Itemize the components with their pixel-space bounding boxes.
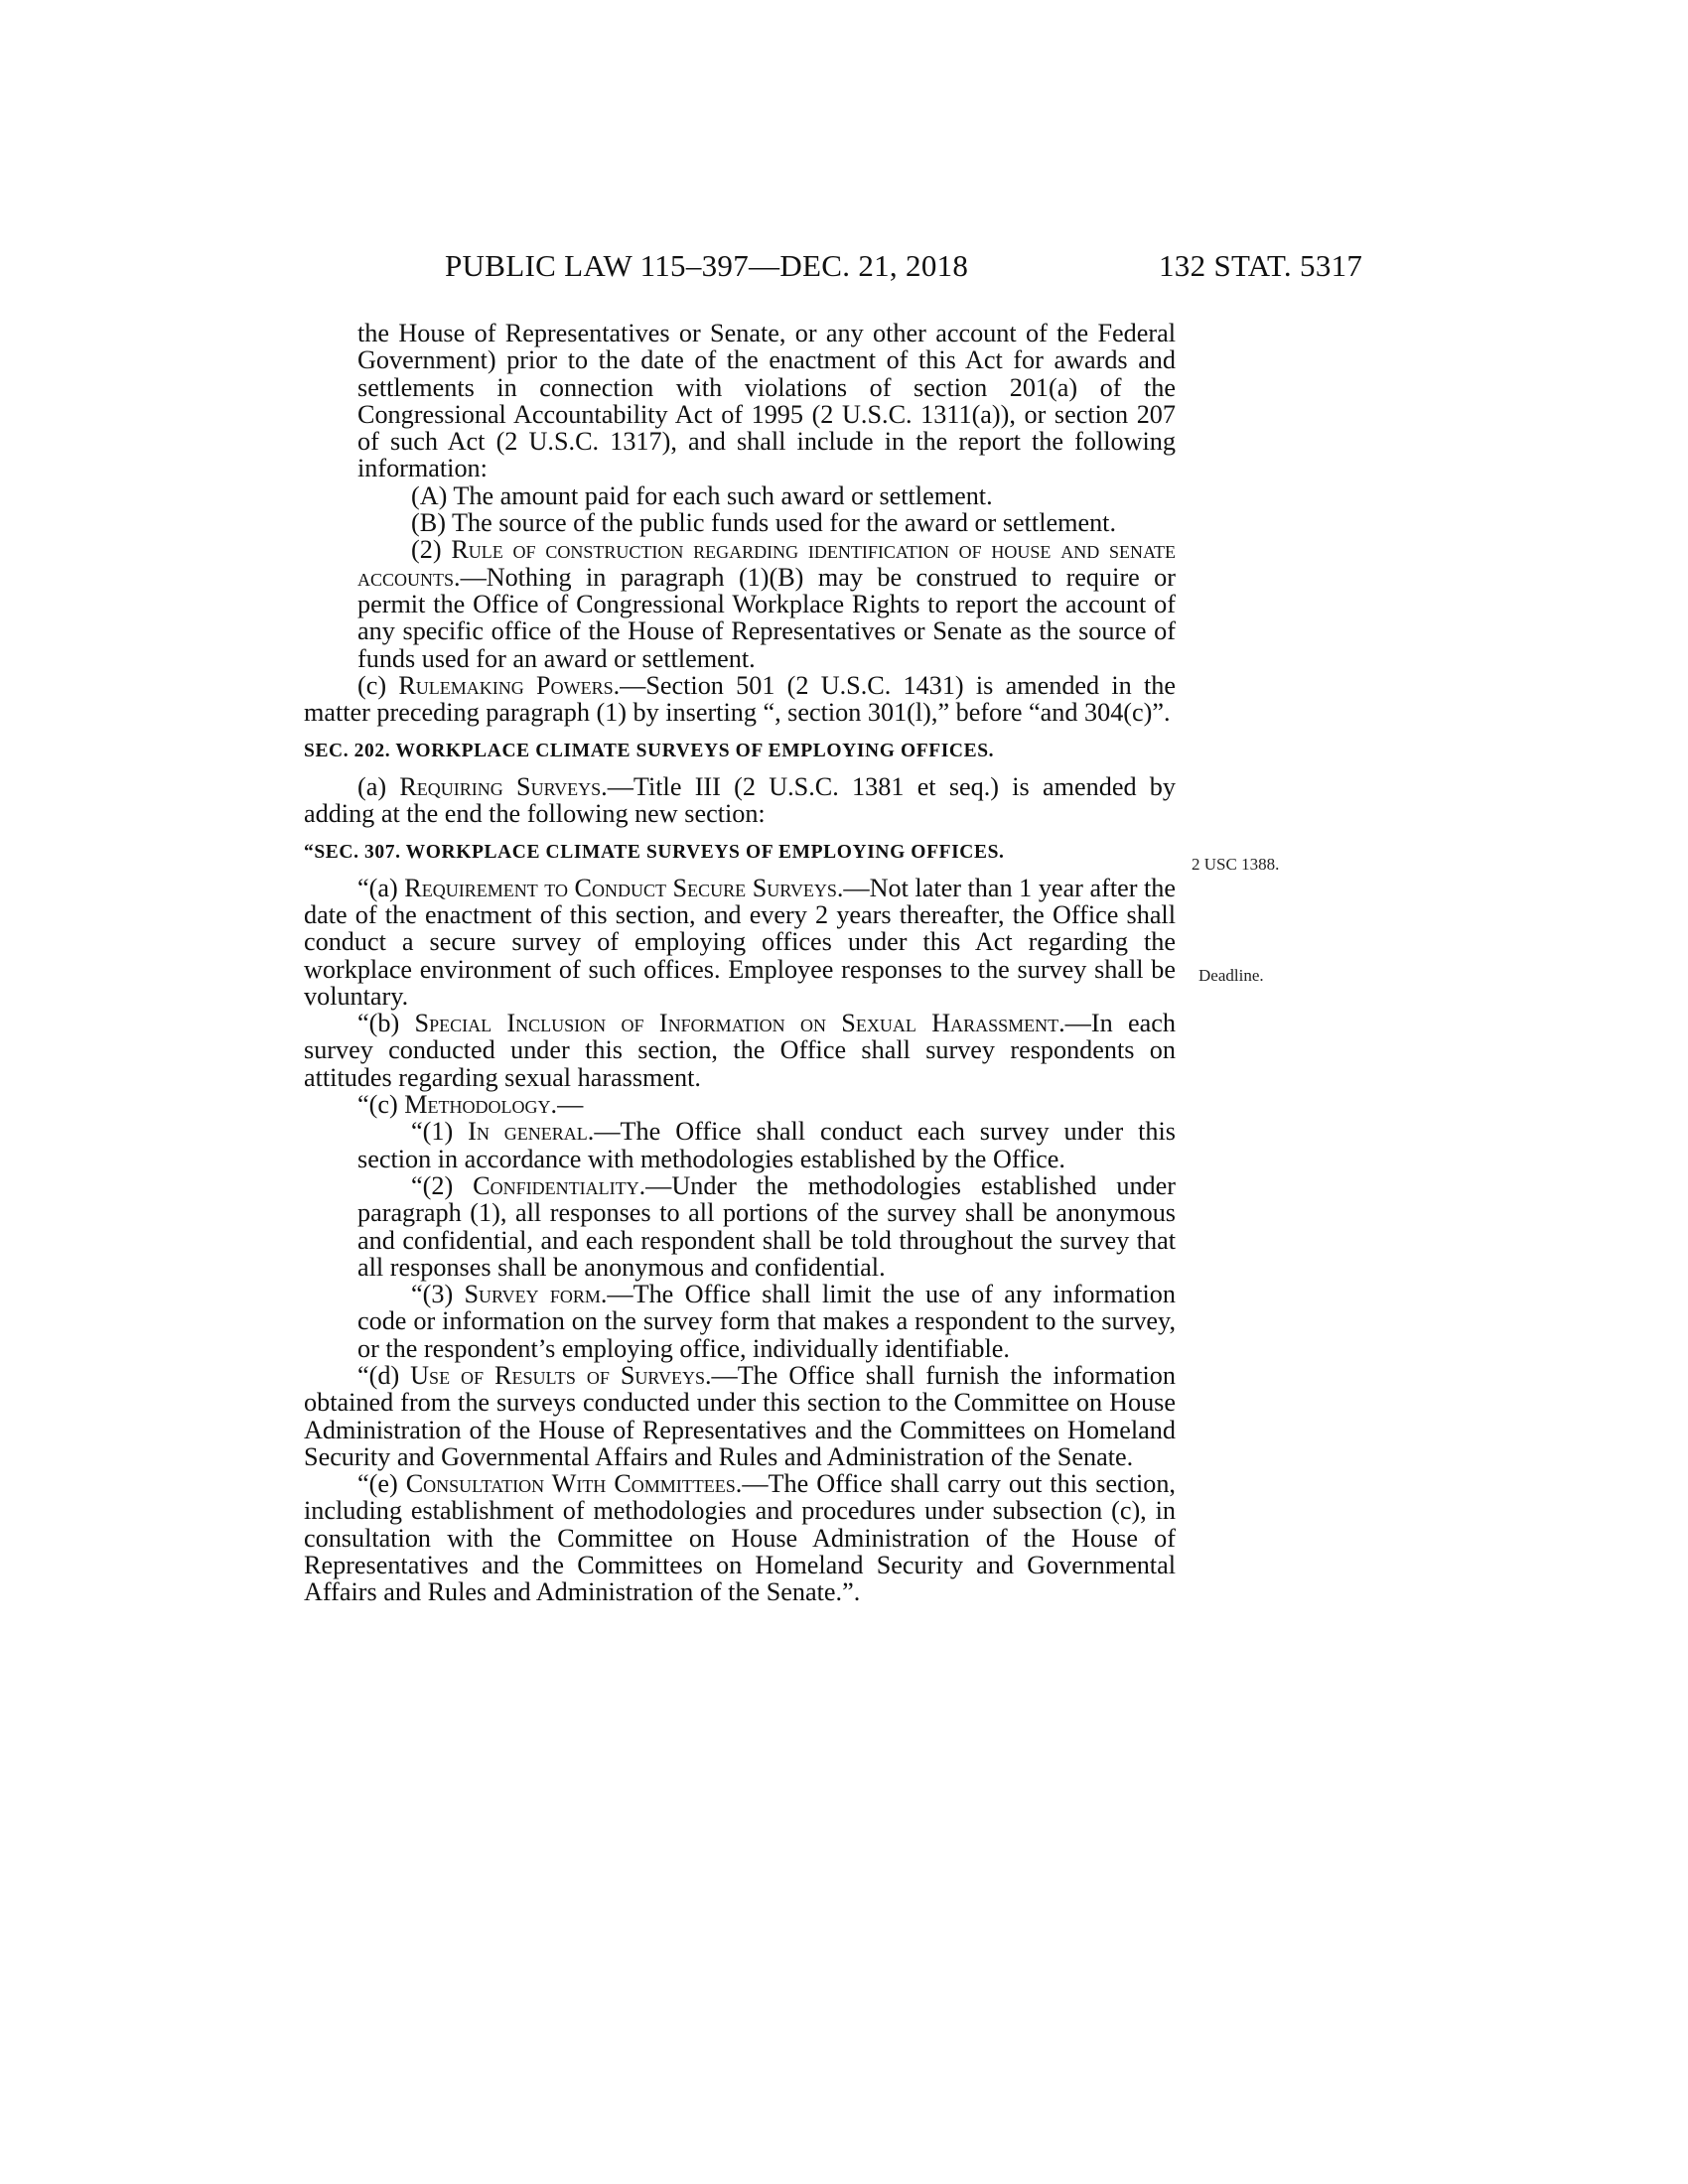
- section-307-d: [304, 1362, 1176, 1470]
- section-307-heading: “SEC. 307. WORKPLACE CLIMATE SURVEYS OF EMPLOYING OFFICES.: [304, 842, 1005, 864]
- section-307-a-number: “(a): [357, 873, 405, 902]
- section-307-c-number: “(c): [357, 1090, 405, 1120]
- stat-page-number: 132 STAT. 5317: [1159, 248, 1363, 283]
- section-307-e-text: —The Office shall carry out this section, including establishment of methodologies and procedures under subsection (c), in consultation with the Committee on House Administration of the House of Representatives and the Committees on Homeland Security and Governmental Affairs and Rules and Administration of the Senate.”.: [304, 1469, 1176, 1607]
- section-307-c-1-heading: In general.: [468, 1117, 595, 1147]
- section-307-d-number: “(d): [357, 1360, 411, 1390]
- section-307-c-3-number: “(3): [411, 1280, 465, 1309]
- paragraph-2: [357, 536, 1176, 671]
- item-b: (B) The source of the public funds used for the award or settlement.: [411, 508, 1117, 538]
- section-307-b-text: —In each survey conducted under this section, the Office shall survey respondents on attitudes regarding sexual harassment.: [304, 1009, 1176, 1092]
- paragraph-2-text: —Nothing in paragraph (1)(B) may be construed to require or permit the Office of Congressional Workplace Rights to report the account of any specific office of the House of Representatives or Senate as the source of funds used for an award or settlement.: [357, 562, 1176, 673]
- section-307-c-text: —: [557, 1090, 584, 1120]
- margin-note-usc-citation: 2 USC 1388.: [1192, 855, 1280, 874]
- margin-note-deadline: Deadline.: [1198, 966, 1264, 985]
- section-307-c-2-number: “(2): [411, 1170, 474, 1200]
- running-head: PUBLIC LAW 115–397—DEC. 21, 2018: [445, 248, 969, 283]
- section-307-a-heading: Requirement to Conduct Secure Surveys.: [404, 873, 844, 902]
- section-307-c: [304, 1091, 1176, 1118]
- section-202-a-number: (a): [357, 771, 400, 801]
- section-202-a: [304, 773, 1176, 828]
- section-307-c-2: [357, 1172, 1176, 1281]
- paragraph-2-number: (2): [411, 535, 452, 565]
- section-307-a-text: —Not later than 1 year after the date of the enactment of this section, and every 2 years thereafter, the Office shall conduct a secure survey of employing offices under this Act regarding the workplace environment of such offices. Employee responses to the survey shall be voluntary.: [304, 873, 1177, 1011]
- section-307-a: [304, 875, 1176, 1010]
- section-202-a-text: —Title III (2 U.S.C. 1381 et seq.) is amended by adding at the end the following new section:: [304, 771, 1176, 829]
- section-307-c-2-heading: Confidentiality.: [473, 1170, 646, 1200]
- section-307-b: [304, 1010, 1176, 1091]
- section-307-c-1: [357, 1118, 1176, 1172]
- section-307-e-number: “(e): [357, 1469, 406, 1499]
- section-307-c-2-text: —Under the methodologies established under paragraph (1), all responses to all portions of the survey shall be anonymous and confidential, and each respondent shall be told throughout the survey that all responses shall be anonymous and confidential.: [357, 1170, 1176, 1282]
- paragraph-continuation: the House of Representatives or Senate, or any other account of the Federal Government) prior to the date of the enactment of this Act for awards and settlements in connection with violations of section 201(a) of the Congressional Accountability Act of 1995 (2 U.S.C. 1311(a)), or section 207 of such Act (2 U.S.C. 1317), and shall include in the report the following information:: [357, 319, 1176, 483]
- section-307-e: [304, 1470, 1176, 1605]
- paragraph-2-heading: Rule of construction regarding identification of house and senate accounts.: [357, 535, 1176, 592]
- section-307-c-3-text: —The Office shall limit the use of any information code or information on the survey form that makes a respondent to the survey, or the respondent’s employing office, individually identifiable.: [357, 1280, 1176, 1363]
- section-202-a-heading: Requiring Surveys.: [399, 771, 608, 801]
- subsection-c-number: (c): [357, 670, 399, 700]
- subsection-c-heading: Rulemaking Powers.: [398, 670, 621, 700]
- section-307-b-number: “(b): [357, 1009, 415, 1038]
- section-307-d-heading: Use of Results of Surveys.: [410, 1360, 712, 1390]
- section-202-heading: SEC. 202. WORKPLACE CLIMATE SURVEYS OF EMPLOYING OFFICES.: [304, 741, 995, 762]
- section-307-c-heading: Methodology.: [404, 1090, 558, 1120]
- document-body: [304, 320, 1176, 1606]
- section-307-c-3-heading: Survey form.: [464, 1280, 608, 1309]
- section-307-c-1-text: —The Office shall conduct each survey under this section in accordance with methodologies established by the Office.: [357, 1117, 1176, 1173]
- section-307-b-heading: Special Inclusion of Information on Sexual Harassment.: [414, 1009, 1065, 1038]
- subsection-c-text: —Section 501 (2 U.S.C. 1431) is amended in the matter preceding paragraph (1) by inserting “, section 301(l),” before “and 304(c)”.: [304, 670, 1176, 728]
- section-307-c-1-number: “(1): [411, 1117, 469, 1147]
- section-307-d-text: —The Office shall furnish the information obtained from the surveys conducted under this section to the Committee on House Administration of the House of Representatives and the Committees on Homeland Security and Governmental Affairs and Rules and Administration of the Senate.: [304, 1360, 1176, 1471]
- item-a: (A) The amount paid for each such award or settlement.: [411, 480, 993, 510]
- section-307-c-3: [357, 1281, 1176, 1362]
- section-307-e-heading: Consultation With Committees.: [405, 1469, 743, 1499]
- subsection-c: [304, 672, 1176, 727]
- page-header: [0, 248, 1688, 288]
